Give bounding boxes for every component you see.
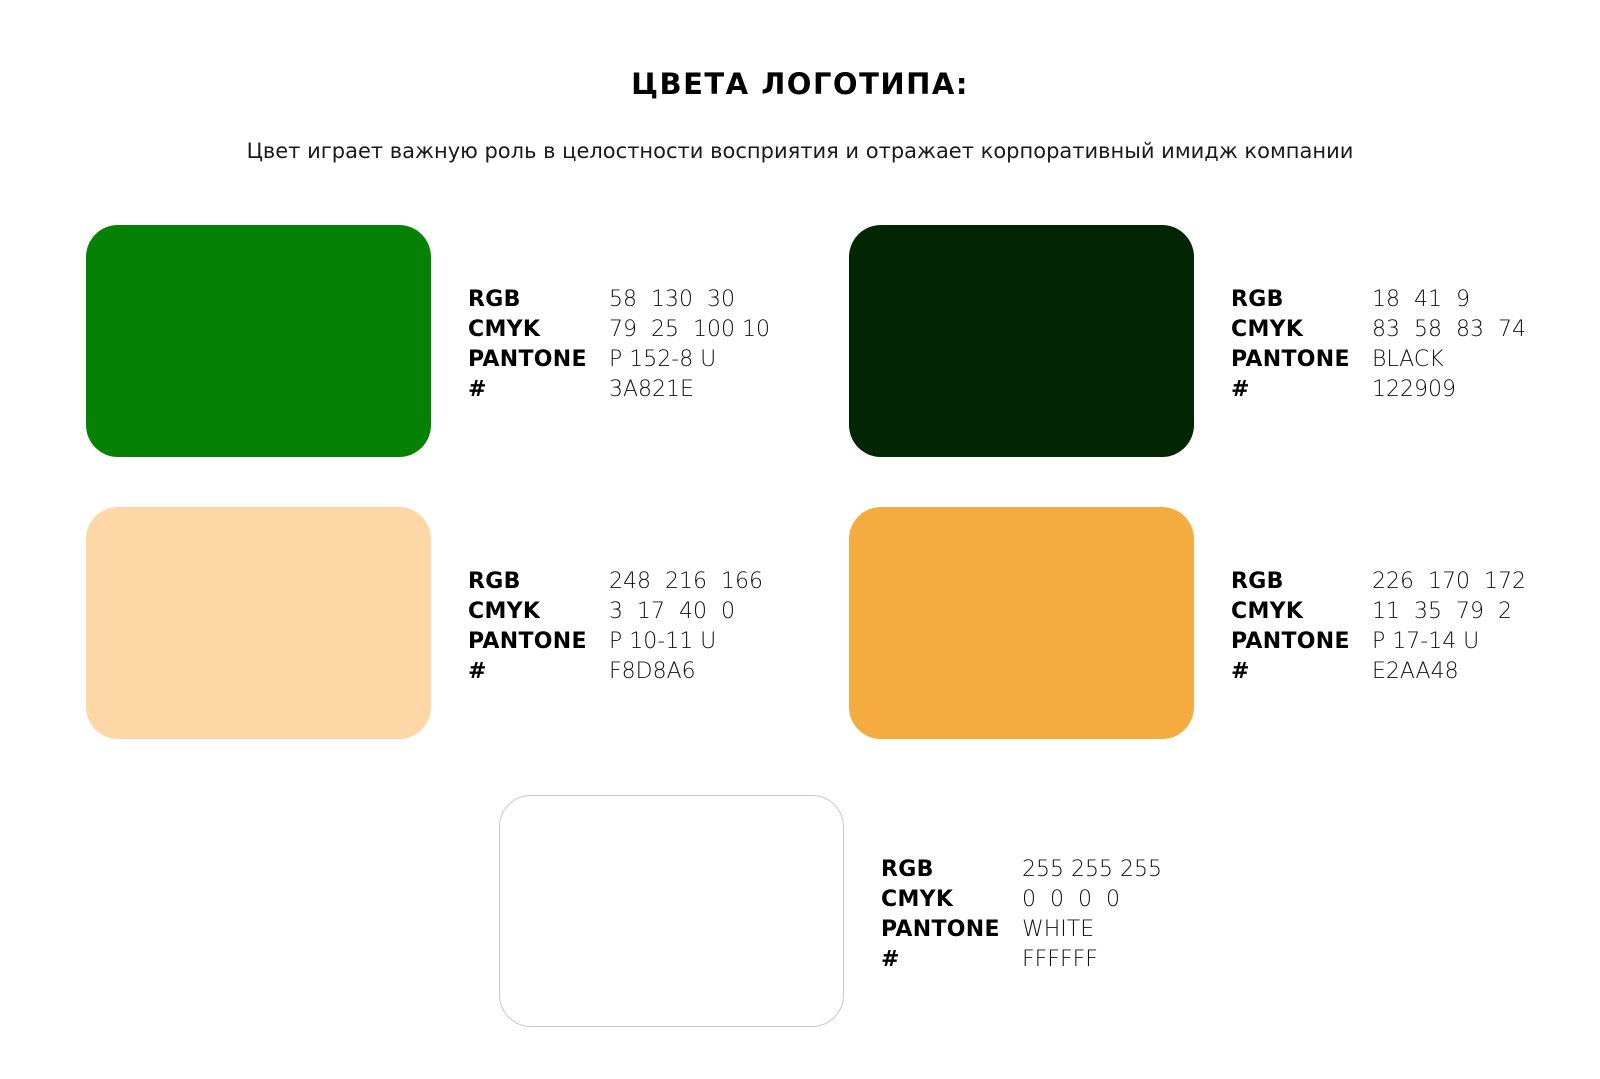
color-card-green bbox=[86, 225, 806, 457]
spec-value: 11 35 79 2 bbox=[1372, 599, 1512, 624]
spec-row-hex bbox=[468, 657, 798, 687]
spec-key: CMYK bbox=[1231, 599, 1304, 624]
spec-row-cmyk bbox=[1231, 597, 1561, 627]
spec-row-rgb bbox=[1231, 567, 1561, 597]
color-specs-white bbox=[881, 855, 1211, 975]
spec-value: 3A821E bbox=[609, 377, 694, 402]
spec-value: BLACK bbox=[1372, 347, 1444, 372]
spec-value: 79 25 100 10 bbox=[609, 317, 770, 342]
spec-key: RGB bbox=[881, 857, 934, 882]
spec-key: # bbox=[881, 947, 900, 972]
spec-key: RGB bbox=[468, 287, 521, 312]
spec-row-rgb bbox=[881, 855, 1211, 885]
spec-value: 18 41 9 bbox=[1372, 287, 1470, 312]
spec-value: P 152-8 U bbox=[609, 347, 717, 372]
spec-value: WHITE bbox=[1022, 917, 1095, 942]
color-swatch-orange bbox=[849, 507, 1194, 739]
color-card-orange bbox=[849, 507, 1569, 739]
spec-value: E2AA48 bbox=[1372, 659, 1459, 684]
spec-row-hex bbox=[881, 945, 1211, 975]
spec-value: FFFFFF bbox=[1022, 947, 1098, 972]
spec-row-hex bbox=[468, 375, 798, 405]
spec-key: PANTONE bbox=[468, 347, 587, 372]
spec-value: P 17-14 U bbox=[1372, 629, 1480, 654]
color-swatch-white bbox=[499, 795, 844, 1027]
spec-value: F8D8A6 bbox=[609, 659, 696, 684]
spec-value: 58 130 30 bbox=[609, 287, 735, 312]
spec-value: 83 58 83 74 bbox=[1372, 317, 1526, 342]
spec-value: 122909 bbox=[1372, 377, 1456, 402]
spec-row-rgb bbox=[468, 285, 798, 315]
page-subtitle: Цвет играет важную роль в целостности восприятия и отражает корпоративный имидж компании bbox=[246, 139, 1354, 163]
spec-value: 0 0 0 0 bbox=[1022, 887, 1120, 912]
spec-key: CMYK bbox=[881, 887, 954, 912]
spec-key: RGB bbox=[1231, 569, 1284, 594]
spec-row-cmyk bbox=[881, 885, 1211, 915]
spec-key: # bbox=[468, 659, 487, 684]
color-specs-beige bbox=[468, 567, 798, 687]
spec-row-pantone bbox=[1231, 345, 1561, 375]
spec-row-cmyk bbox=[468, 597, 798, 627]
spec-key: CMYK bbox=[468, 317, 541, 342]
spec-row-cmyk bbox=[1231, 315, 1561, 345]
spec-key: PANTONE bbox=[1231, 629, 1350, 654]
spec-row-pantone bbox=[468, 345, 798, 375]
spec-value: 255 255 255 bbox=[1022, 857, 1162, 882]
color-card-beige bbox=[86, 507, 806, 739]
spec-value: P 10-11 U bbox=[609, 629, 717, 654]
spec-key: # bbox=[1231, 377, 1250, 402]
page-title: ЦВЕТА ЛОГОТИПА: bbox=[631, 67, 969, 101]
spec-key: # bbox=[1231, 659, 1250, 684]
spec-row-pantone bbox=[468, 627, 798, 657]
spec-value: 3 17 40 0 bbox=[609, 599, 735, 624]
color-specs-green bbox=[468, 285, 798, 405]
spec-key: RGB bbox=[1231, 287, 1284, 312]
spec-row-cmyk bbox=[468, 315, 798, 345]
spec-row-rgb bbox=[1231, 285, 1561, 315]
spec-key: PANTONE bbox=[468, 629, 587, 654]
spec-key: PANTONE bbox=[1231, 347, 1350, 372]
color-swatch-beige bbox=[86, 507, 431, 739]
color-swatch-dark-green bbox=[849, 225, 1194, 457]
color-card-dark-green bbox=[849, 225, 1569, 457]
spec-key: CMYK bbox=[1231, 317, 1304, 342]
spec-row-hex bbox=[1231, 657, 1561, 687]
spec-row-pantone bbox=[1231, 627, 1561, 657]
spec-key: PANTONE bbox=[881, 917, 1000, 942]
spec-value: 226 170 172 bbox=[1372, 569, 1526, 594]
spec-value: 248 216 166 bbox=[609, 569, 763, 594]
spec-row-rgb bbox=[468, 567, 798, 597]
spec-key: CMYK bbox=[468, 599, 541, 624]
spec-key: # bbox=[468, 377, 487, 402]
spec-row-pantone bbox=[881, 915, 1211, 945]
spec-key: RGB bbox=[468, 569, 521, 594]
color-specs-dark-green bbox=[1231, 285, 1561, 405]
spec-row-hex bbox=[1231, 375, 1561, 405]
color-card-white bbox=[499, 795, 1219, 1027]
color-swatch-green bbox=[86, 225, 431, 457]
color-specs-orange bbox=[1231, 567, 1561, 687]
